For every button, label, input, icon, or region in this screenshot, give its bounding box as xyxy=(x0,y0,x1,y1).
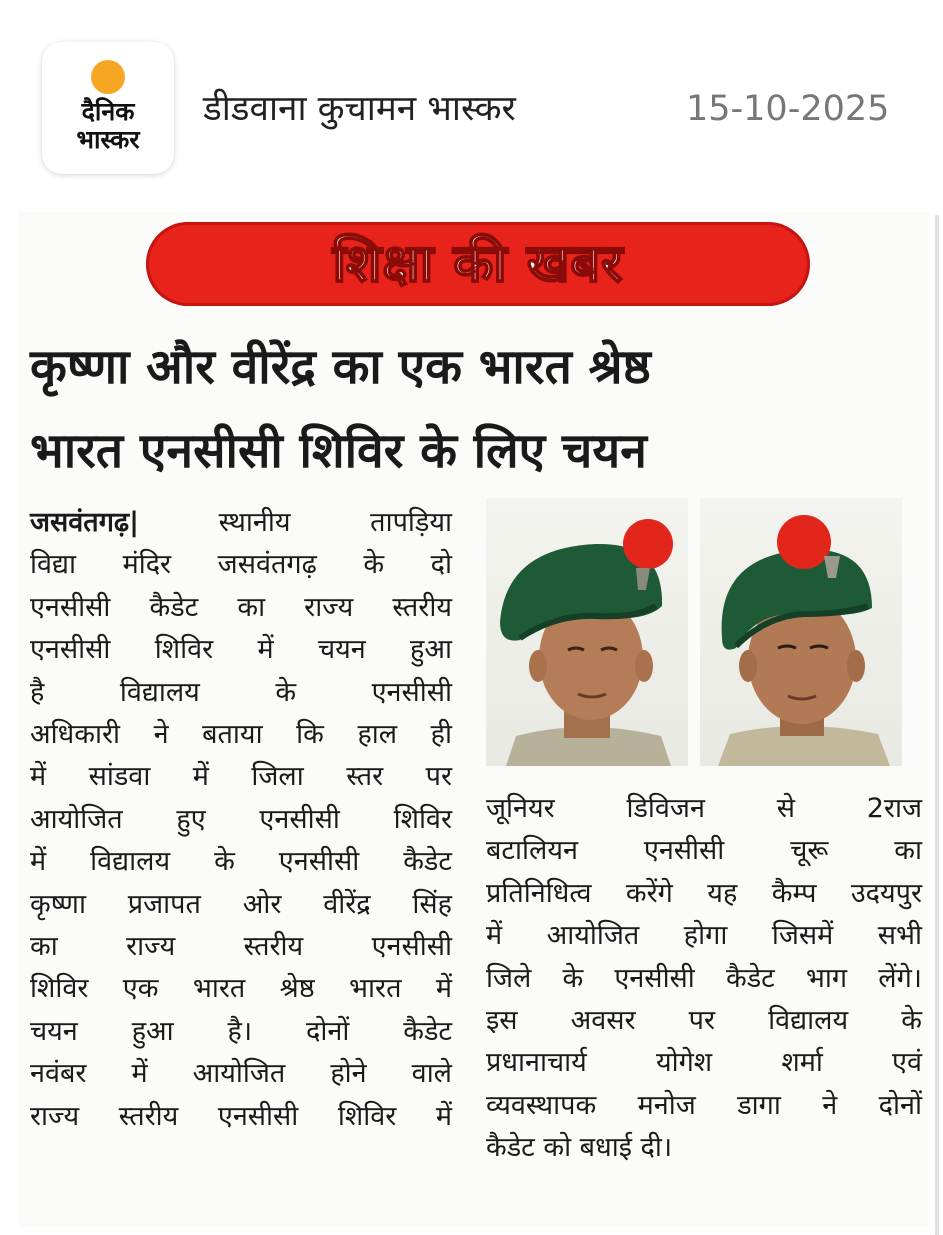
article-left-column xyxy=(30,502,452,1138)
app-header xyxy=(0,0,943,200)
body-line: शिविर एक भारत श्रेष्ठ भारत में xyxy=(30,973,452,1005)
body-line: का राज्य स्तरीय एनसीसी xyxy=(30,931,452,963)
body-line: नवंबर में आयोजित होने वाले xyxy=(30,1058,452,1090)
cadet-photo-krishna xyxy=(486,498,688,766)
body-line: है विद्यालय के एनसीसी xyxy=(30,676,452,708)
dateline: जसवंतगढ़| xyxy=(30,507,139,538)
edition-name: डीडवाना कुचामन भास्कर xyxy=(203,89,516,129)
body-line: में सांडवा में जिला स्तर पर xyxy=(30,761,452,793)
body-line: कृष्णा प्रजापत ओर वीरेंद्र सिंह xyxy=(30,888,452,920)
body-line: एनसीसी शिविर में चयन हुआ xyxy=(30,634,452,666)
body-line: जूनियर डिविजन से 2राज xyxy=(486,793,922,824)
dainik-bhaskar-logo[interactable] xyxy=(42,42,174,174)
headline-line-1: कृष्णा और वीरेंद्र का एक भारत श्रेष्ठ xyxy=(30,339,651,395)
body-line: में विद्यालय के एनसीसी कैडेट xyxy=(30,846,452,878)
body-line: आयोजित हुए एनसीसी शिविर xyxy=(30,803,452,835)
body-line: में आयोजित होगा जिसमें सभी xyxy=(486,920,922,952)
body-line: प्रधानाचार्य योगेश शर्मा एवं xyxy=(486,1047,922,1079)
body-line xyxy=(30,502,452,544)
headline-line-2: भारत एनसीसी शिविर के लिए चयन xyxy=(30,423,647,479)
sun-dot-icon xyxy=(91,60,125,94)
body-line-text: स्थानीय तापड़िया xyxy=(138,507,452,538)
body-line: विद्या मंदिर जसवंतगढ़ के दो xyxy=(30,549,452,581)
logo-text-line1: दैनिक xyxy=(81,97,135,126)
cadet-photo-virendra xyxy=(700,498,902,766)
edition-date: 15-10-2025 xyxy=(686,89,890,129)
news-clipping xyxy=(18,212,930,1227)
article-headline xyxy=(30,325,920,493)
article-right-column xyxy=(486,788,922,1170)
body-line: चयन हुआ है। दोनों कैडेट xyxy=(30,1015,452,1047)
body-line: इस अवसर पर विद्यालय के xyxy=(486,1005,922,1037)
body-line: प्रतिनिधित्व करेंगे यह कैम्प उदयपुर xyxy=(486,877,922,909)
body-line: जिले के एनसीसी कैडेट भाग लेंगे। xyxy=(486,962,922,994)
body-line: व्यवस्थापक मनोज डागा ने दोनों xyxy=(486,1089,922,1121)
body-line: बटालियन एनसीसी चूरू का xyxy=(486,835,922,867)
body-line: एनसीसी कैडेट का राज्य स्तरीय xyxy=(30,591,452,623)
section-banner xyxy=(146,222,810,306)
body-line: अधिकारी ने बताया कि हाल ही xyxy=(30,719,452,751)
section-banner-label: शिक्षा की खबर xyxy=(332,234,624,294)
body-line: राज्य स्तरीय एनसीसी शिविर में xyxy=(30,1100,452,1132)
scroll-edge-divider xyxy=(935,215,939,1235)
logo-text-line2: भास्कर xyxy=(76,125,140,154)
body-line: कैडेट को बधाई दी। xyxy=(486,1132,673,1164)
